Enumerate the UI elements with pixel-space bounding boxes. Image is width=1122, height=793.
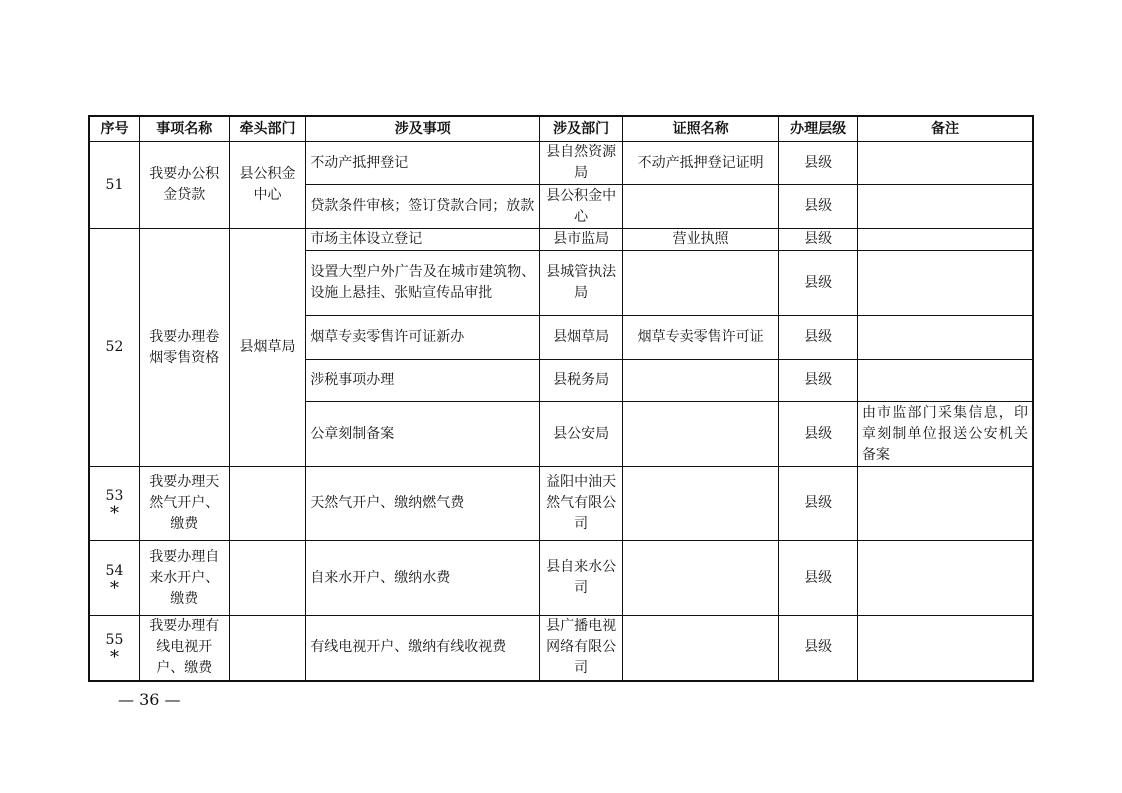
seq-cell	[89, 616, 139, 681]
involved-item-cell: 烟草专卖零售许可证新办	[306, 316, 540, 360]
lead-dept-cell	[229, 616, 306, 681]
involved-dept-cell: 县自来水公司	[540, 541, 623, 616]
service-items-table	[88, 115, 1034, 682]
involved-item-cell: 市场主体设立登记	[306, 229, 540, 251]
involved-dept-cell: 县烟草局	[540, 316, 623, 360]
note-cell	[857, 229, 1033, 251]
table-row	[89, 467, 1033, 541]
involved-dept-cell: 县公安局	[540, 402, 623, 467]
level-cell: 县级	[779, 251, 858, 316]
star-mark: *	[109, 577, 119, 599]
seq-number: 54	[105, 562, 124, 579]
seq-number: 53	[105, 488, 124, 504]
note-cell	[857, 251, 1033, 316]
table-row	[89, 616, 1033, 681]
star-mark: *	[109, 647, 119, 669]
involved-item-cell: 天然气开户、缴纳燃气费	[306, 467, 540, 541]
note-cell: 由市监部门采集信息，印章刻制单位报送公安机关备案	[857, 402, 1033, 467]
involved-dept-cell: 县公积金中心	[540, 185, 623, 229]
seq-cell	[89, 541, 139, 616]
item-name-cell: 我要办理天然气开户、缴费	[139, 467, 229, 541]
note-cell	[857, 316, 1033, 360]
level-cell: 县级	[779, 360, 858, 402]
header-note: 备注	[857, 116, 1033, 142]
table-row	[89, 142, 1033, 185]
involved-item-cell: 有线电视开户、缴纳有线收视费	[306, 616, 540, 681]
lead-dept-cell	[229, 541, 306, 616]
involved-item-cell: 设置大型户外广告及在城市建筑物、设施上悬挂、张贴宣传品审批	[306, 251, 540, 316]
table-row	[89, 541, 1033, 616]
seq-cell: 52	[89, 229, 139, 467]
involved-dept-cell: 县广播电视网络有限公司	[540, 616, 623, 681]
header-involved-dept: 涉及部门	[540, 116, 623, 142]
level-cell: 县级	[779, 402, 858, 467]
header-lead-dept: 牵头部门	[229, 116, 306, 142]
lead-dept-cell	[229, 467, 306, 541]
header-license-name: 证照名称	[622, 116, 778, 142]
involved-item-cell: 自来水开户、缴纳水费	[306, 541, 540, 616]
license-cell: 烟草专卖零售许可证	[622, 316, 778, 360]
involved-item-cell: 贷款条件审核；签订贷款合同；放款	[306, 185, 540, 229]
lead-dept-cell: 县公积金中心	[229, 142, 306, 229]
level-cell: 县级	[779, 142, 858, 185]
license-cell: 营业执照	[622, 229, 778, 251]
header-seq: 序号	[89, 116, 139, 142]
page-number: — 36 —	[118, 690, 181, 709]
note-cell	[857, 185, 1033, 229]
note-cell	[857, 616, 1033, 681]
license-cell	[622, 541, 778, 616]
level-cell: 县级	[779, 616, 858, 681]
table-row	[89, 229, 1033, 251]
level-cell: 县级	[779, 541, 858, 616]
license-cell: 不动产抵押登记证明	[622, 142, 778, 185]
license-cell	[622, 402, 778, 467]
table-header-row	[89, 116, 1033, 142]
license-cell	[622, 616, 778, 681]
license-cell	[622, 251, 778, 316]
note-cell	[857, 467, 1033, 541]
item-name-cell: 我要办理自来水开户、缴费	[139, 541, 229, 616]
seq-cell: 51	[89, 142, 139, 229]
involved-item-cell: 不动产抵押登记	[306, 142, 540, 185]
involved-dept-cell: 县税务局	[540, 360, 623, 402]
note-cell	[857, 541, 1033, 616]
license-cell	[622, 185, 778, 229]
note-cell	[857, 142, 1033, 185]
seq-number: 55	[105, 632, 124, 649]
involved-dept-cell: 益阳中油天然气有限公司	[540, 467, 623, 541]
license-cell	[622, 467, 778, 541]
involved-item-cell: 公章刻制备案	[306, 402, 540, 467]
note-cell	[857, 360, 1033, 402]
involved-item-cell: 涉税事项办理	[306, 360, 540, 402]
item-name-cell: 我要办理有线电视开户、缴费	[139, 616, 229, 681]
star-mark: *	[109, 503, 119, 524]
involved-dept-cell: 县城管执法局	[540, 251, 623, 316]
involved-dept-cell: 县市监局	[540, 229, 623, 251]
seq-cell	[89, 467, 139, 541]
level-cell: 县级	[779, 316, 858, 360]
item-name-cell: 我要办理卷烟零售资格	[139, 229, 229, 467]
level-cell: 县级	[779, 229, 858, 251]
header-involved-items: 涉及事项	[306, 116, 540, 142]
header-level: 办理层级	[779, 116, 858, 142]
item-name-cell: 我要办公积金贷款	[139, 142, 229, 229]
lead-dept-cell: 县烟草局	[229, 229, 306, 467]
header-item-name: 事项名称	[139, 116, 229, 142]
involved-dept-cell: 县自然资源局	[540, 142, 623, 185]
level-cell: 县级	[779, 185, 858, 229]
license-cell	[622, 360, 778, 402]
level-cell: 县级	[779, 467, 858, 541]
